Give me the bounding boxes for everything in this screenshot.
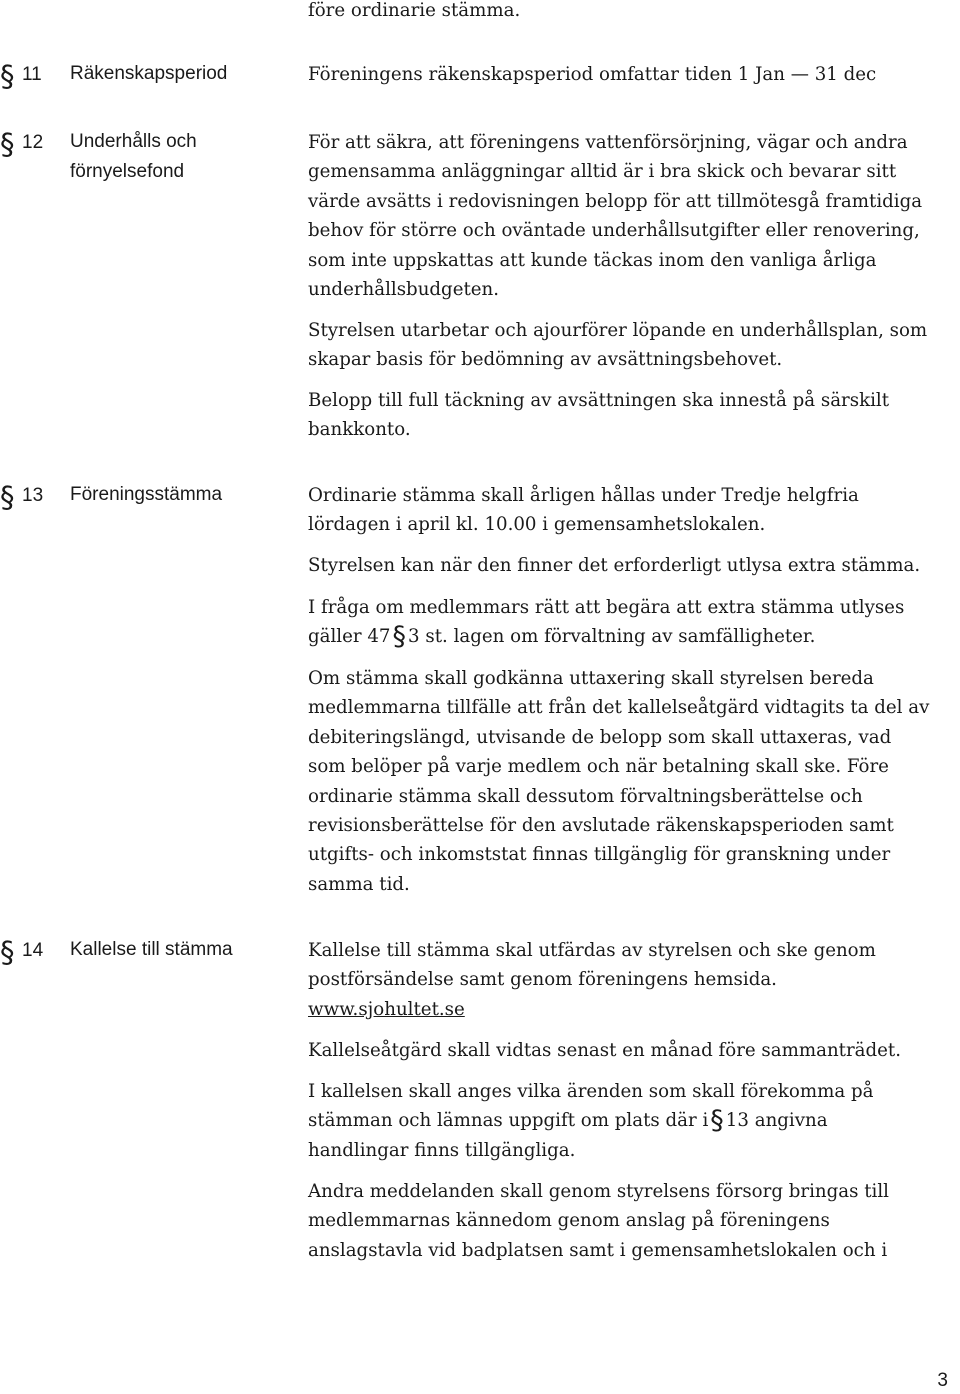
section-13-paragraph-3 [308, 593, 958, 652]
section-14-paragraph-3 [308, 1077, 958, 1165]
text-line: medlemmarnas kännedom genom anslag på föreningens [308, 1210, 830, 1232]
text-line: postförsändelse samt genom föreningens hemsida. [308, 969, 777, 991]
text-line: Om stämma skall godkänna uttaxering skall styrelsen bereda [308, 668, 874, 689]
text-line: handlingar finns tillgängliga. [308, 1139, 576, 1161]
section-11-title: Räkenskapsperiod [70, 63, 228, 84]
text-line: ordinarie stämma skall dessutom förvaltningsberättelse och [308, 785, 863, 807]
text-line: som inte uppskattas att kunde täckas inom den vanliga årliga [308, 249, 877, 271]
section-13-paragraph-2: Styrelsen kan när den finner det erforderligt utlysa extra stämma. [308, 555, 921, 576]
top-fragment: före ordinarie stämma. [308, 0, 521, 21]
section-12-title-line2: förnyelsefond [70, 161, 185, 182]
text-line: För att säkra, att föreningens vattenförsörjning, vägar och andra [308, 132, 908, 153]
section-11-symbol: § [0, 59, 15, 93]
text-line: revisionsberättelse för den avslutade räkenskapsperioden samt [308, 815, 894, 837]
section-12-title-line1: Underhålls och [70, 131, 197, 152]
text-line: Kallelse till stämma skal utfärdas av styrelsen och ske genom [308, 940, 876, 961]
text-line: bankkonto. [308, 419, 411, 441]
text-line: utgifts- och inkomststat finnas tillgänglig för granskning under [308, 844, 891, 866]
text-line: som belöper på varje medlem och när betalning skall ske. Före [308, 756, 889, 778]
text-line: I fråga om medlemmars rätt att begära att extra stämma utlyses [308, 597, 905, 618]
text-line [308, 1106, 958, 1135]
section-13-number: 13 [22, 485, 44, 506]
text-line: Ordinarie stämma skall årligen hållas under Tredje helgfria [308, 485, 859, 506]
text-line: Styrelsen utarbetar och ajourförer löpande en underhållsplan, som [308, 320, 928, 341]
text-fragment: stämman och lämnas uppgift om plats där i [308, 1110, 709, 1132]
section-11-text: Föreningens räkenskapsperiod omfattar tiden 1 Jan — 31 dec [308, 64, 877, 85]
section-13-paragraph-4 [308, 664, 958, 899]
section-12-paragraph-2 [308, 316, 958, 375]
text-line [308, 622, 958, 651]
text-fragment: gäller 47 [308, 626, 391, 648]
section-12-number: 12 [22, 132, 44, 153]
text-line: värde avsätts i redovisningen belopp för att tillmötesgå framtidiga [308, 190, 923, 212]
text-line: I kallelsen skall anges vilka ärenden som skall förekomma på [308, 1081, 874, 1102]
section-14-paragraph-4 [308, 1177, 958, 1265]
section-11-number: 11 [22, 64, 42, 85]
text-line: behov för större och oväntade underhållsutgifter eller renovering, [308, 220, 920, 242]
section-14-symbol: § [0, 935, 15, 969]
text-line: medlemmarna tillfälle att från det kallelseåtgärd vidtagits ta del av [308, 697, 930, 719]
text-line: anslagstavla vid badplatsen samt i gemensamhetslokalen och i [308, 1239, 888, 1261]
text-fragment: 13 angivna [725, 1110, 828, 1132]
text-line: samma tid. [308, 873, 410, 895]
section-symbol-inline: § [710, 1105, 724, 1137]
text-line: underhållsbudgeten. [308, 279, 500, 301]
section-12-symbol: § [0, 127, 15, 161]
section-14-number: 14 [22, 940, 44, 961]
text-line: gemensamma anläggningar alltid är i bra skick och bevarar sitt [308, 161, 897, 183]
section-13-title: Föreningsstämma [70, 484, 223, 505]
section-13-paragraph-1 [308, 481, 958, 540]
section-12-paragraph-3 [308, 386, 958, 445]
section-14-paragraph-1 [308, 936, 958, 1024]
text-line: lördagen i april kl. 10.00 i gemensamhetslokalen. [308, 514, 766, 536]
text-line: skapar basis för bedömning av avsättningsbehovet. [308, 349, 783, 371]
section-14-paragraph-2: Kallelseåtgärd skall vidtas senast en månad före sammanträdet. [308, 1040, 902, 1061]
website-link[interactable]: www.sjohultet.se [308, 998, 465, 1020]
section-12-paragraph-1 [308, 128, 958, 304]
section-symbol-inline: § [392, 621, 407, 653]
section-14-title: Kallelse till stämma [70, 939, 233, 960]
text-line [308, 995, 958, 1024]
text-line: Andra meddelanden skall genom styrelsens försorg bringas till [308, 1181, 889, 1202]
text-fragment: 3 st. lagen om förvaltning av samfälligheter. [408, 626, 816, 648]
text-line: debiteringslängd, utvisande de belopp som skall uttaxeras, vad [308, 726, 892, 748]
section-13-symbol: § [0, 480, 15, 514]
page-number: 3 [937, 1370, 948, 1391]
text-line: Belopp till full täckning av avsättningen ska innestå på särskilt [308, 390, 890, 411]
